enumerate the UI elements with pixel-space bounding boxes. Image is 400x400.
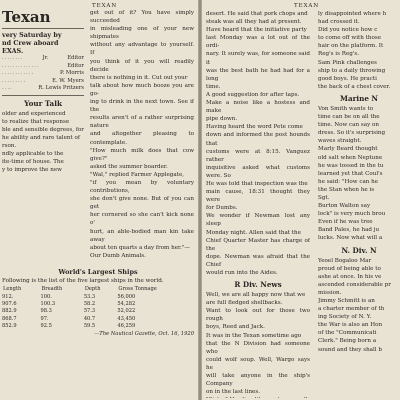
text-line: inquisitive asked what customs were. So [206,164,310,179]
text-line: sound and they shall b [318,346,382,353]
marine-news-body [318,105,400,243]
staff-row: .... R. Lewis Pritzers [2,85,84,91]
text-line: proud of being able to [318,265,381,272]
text-line: and altogether pleasing to contemplate. [90,131,194,146]
text-line: get out of it? You have simply succeeded [90,10,194,25]
text-line: ndly applicable to the [2,150,64,157]
text-line: time. Now can say on [318,122,379,129]
ships-col-length: Length [3,286,22,293]
text-line: Have heard that the initiative party [206,27,307,34]
left-column-2 [90,9,194,264]
ships-cell: 907.6 [2,301,17,308]
ships-cell: 46,259 [117,322,136,329]
text-line: the back of a chest cover. [318,83,391,90]
right-page [202,0,400,400]
staff-rule [2,95,84,96]
text-line: ascended considerable pr [318,281,391,288]
text-line: customs were at 8:15. Vanguez rather [206,148,310,163]
ships-cell: 56,000 [117,294,136,301]
text-line: old salt when Neptune [318,154,383,161]
text-line: about ten quarts a day from her."— [90,244,191,251]
column-1-body [206,10,310,277]
text-line: a charter member of th [318,306,385,313]
ships-row [2,323,194,330]
ships-cell: 100.3 [40,301,56,308]
text-line: lucks. Now what will a [318,235,383,242]
text-line: Reg's is Reg's. [318,51,360,58]
text-line: the Stan when he is [318,186,375,193]
text-line: It was in the Texan sometime ago [206,332,302,339]
text-line: she don't give none. But of you can get [90,196,194,211]
text-line: Yeoel Bogaloo Mar [318,257,372,264]
text-line: without any advantage to yourself. If [90,42,194,57]
text-line: "How much milk does that cow give?" [90,147,194,162]
text-line: there is nothing in it. Cut out your [90,74,188,81]
text-line: asked the summer boarder. [90,163,168,170]
text-line: main cause, 18:31 thought they were [206,189,310,204]
text-line: he was tossed in the tu [318,162,384,169]
ships-cell: 53.3 [83,294,96,301]
text-line: was the best bath he had had for a long [206,67,310,82]
text-line: boys, Reed and Jack. [206,324,265,331]
r-div-news-body [206,291,310,398]
talk-continuation-body [90,9,194,260]
text-line: nary. It surely was, for someone said it [206,51,310,66]
ships-cell: 40.7 [83,315,96,322]
text-line: y to improve the new [2,167,62,174]
left-page [0,0,198,400]
masthead-kicker-1: very Saturday by [2,31,62,39]
text-line: Did you notice how c [318,27,378,34]
text-line: A good suggestion for after taps. [206,91,300,98]
ships-intro: Following is the list of the five largest ships in the world. [2,278,164,285]
text-line: he said: "How can he [318,178,379,185]
ships-table-body [2,294,194,329]
ships-cell: 57.3 [83,308,96,315]
text-line: ite-time of house. The [2,159,64,166]
text-line: to realize that response [2,118,70,125]
text-line: had crossed it. [318,19,360,26]
text-line: Sam Pink challenges [318,59,377,66]
ships-title: World's Largest Ships [58,268,138,276]
n-div-news-heading: N. Div. N [341,245,377,255]
text-line: learned yet that Coul's [318,170,383,177]
text-line: He was told that inspection was the [206,180,308,187]
text-line: he ability and rare talent of [2,134,80,141]
text-line: ing to drink in the next town. See if the [90,99,194,114]
text-line: Clerk." Being born a [318,338,377,345]
text-line: her cornered so she can't kick none o' [90,212,194,227]
text-line: are full fledged shellbacks. [206,300,283,307]
text-line: Want to look out for those two rough [206,308,310,323]
text-line: dress. So it's surprising [318,130,386,137]
text-line: talk about how much booze you are go- [90,82,194,97]
text-line: you think of it you will readily decide [90,58,194,73]
text-line: lock" is very much brou [318,211,386,218]
ships-cell: 59.5 [83,322,96,329]
masthead-rule [2,28,84,29]
text-line: for Dumbs. [206,205,238,212]
text-line: Having heard the word Pete come [206,124,303,131]
text-line: in misleading one of your new shipmates [90,26,194,41]
ships-cell: 912. [2,294,14,301]
your-talk-body [2,110,84,175]
text-line: pipe down. [206,116,238,123]
ships-cell: 54,282 [117,301,136,308]
text-line: of the "Communicati [318,330,377,337]
text-line: Von Smith wants to [318,105,374,112]
text-line: waves straight. [318,138,362,145]
text-line: the War is also an Hon [318,322,383,329]
text-line: time. [206,83,221,90]
ships-cell: 43,450 [117,315,136,322]
staff-row: ............ P. Morris [2,70,84,76]
staff-row: ........ Jr. Editor [2,55,84,61]
ships-cell: 52,022 [117,308,136,315]
ships-credit: —The Nautical Gazette, Oct. 16, 1920 [94,330,194,337]
text-line: rson. [2,142,17,149]
text-line: dope. Newman was afraid that the Chief [206,253,310,268]
text-line: "Wal," replied Farmer Applegate, [90,171,185,178]
text-line: Band Pales, he had ju [318,227,380,234]
text-line [206,396,310,398]
right-running-head: TEXAN [294,3,320,9]
ships-header-row [2,285,194,294]
text-line: on in the last lines. [206,389,261,396]
text-line: ble and sensible degrees, for [2,126,84,133]
text-line: ly disappointed where h [318,11,387,17]
ships-cell: 58.2 [83,301,96,308]
know-your-shipmates-heading [90,263,194,264]
text-line: older and experienced [2,110,66,117]
staff-row: .............. Editor [2,62,84,69]
masthead-kicker-2: nd Crew aboard [2,39,59,47]
left-column-1 [2,9,84,174]
text-line: hurt, an able-bodied man kin take away [90,228,194,243]
text-line: down and informed the post hounds that [206,132,310,147]
text-line: Sgt. [318,194,330,201]
your-talk-heading: Your Talk [24,98,62,108]
text-line: ashe at once. In his ve [318,273,382,280]
ships-col-breadth: Breadth [41,286,63,293]
ships-cell: 92.5 [40,322,52,329]
text-line: would run into the Aides. [206,270,278,276]
text-line: will take anyone in the ship's Company [206,373,310,388]
right-column-2 [318,10,400,398]
ships-cell: 97. [40,315,49,322]
text-line: Make a noise like a hostess and make [206,100,310,115]
text-line: time can be on all the [318,114,380,121]
text-line: Jimmy Schmitt is an [318,298,375,304]
text-line: mission. [318,289,342,296]
ships-row [2,301,194,308]
ships-cell: 98.3 [40,308,52,315]
text-line: good boys. He practi [318,75,377,82]
text-line: desert. He said that pork chops and [206,11,308,17]
text-line: could wolf soup. Well, Wargo says he [206,356,310,371]
text-line: steak was all they had at present. [206,19,302,26]
ships-cell: 868.7 [2,315,17,322]
ships-cell: 852.9 [2,322,17,329]
ships-cell: 100. [40,294,52,301]
staff-row: ......... E. W. Myers [2,77,84,84]
text-line: Chief Quarter Master has charge of the [206,237,310,252]
staff-list [2,55,84,93]
ships-cell: 882.9 [2,308,17,315]
text-line: to come off with those [318,35,382,42]
masthead-title: Texan [2,9,51,26]
text-line: ship to a daily throwing [318,67,386,74]
text-line: Well, we are all happy now that we [206,292,306,299]
r-div-news-heading: R Div. News [234,280,282,290]
ships-col-tonnage: Gross Tonnage [118,286,157,293]
text-line: last Monday was a lot out of the ordi- [206,35,310,50]
ships-row [2,316,194,323]
ships-table [2,285,194,330]
text-line: Even if he was tree [318,219,373,226]
ships-row [2,294,194,301]
largest-ships-section [2,266,194,398]
right-column-1 [206,10,310,398]
text-line: Monday night. Allen said that the [206,229,301,236]
text-line: Our Dumb Animals. [90,252,146,259]
text-line: We wonder if Newman lost any sleep [206,213,310,228]
text-line: hair on the platform. It [318,43,384,50]
masthead-kicker-3: EXAS. [2,47,24,55]
text-line: that the N Division had someone who [206,340,310,355]
text-line: ing Society of N. Y. [318,314,372,321]
ships-col-depth: Depth [84,286,101,293]
n-div-news-body [318,257,400,354]
left-running-head: TEXAN [92,3,118,9]
text-line: results aren't of a rather surprising nature [90,115,194,130]
ships-row [2,308,194,315]
text-line: "if you mean by voluntary contributions, [90,179,194,195]
text-line: Marly Beard thought [318,146,378,153]
marine-news-heading: Marine N [339,93,378,103]
text-line: Burton Walton say [318,203,371,210]
column-2-body [318,10,400,91]
